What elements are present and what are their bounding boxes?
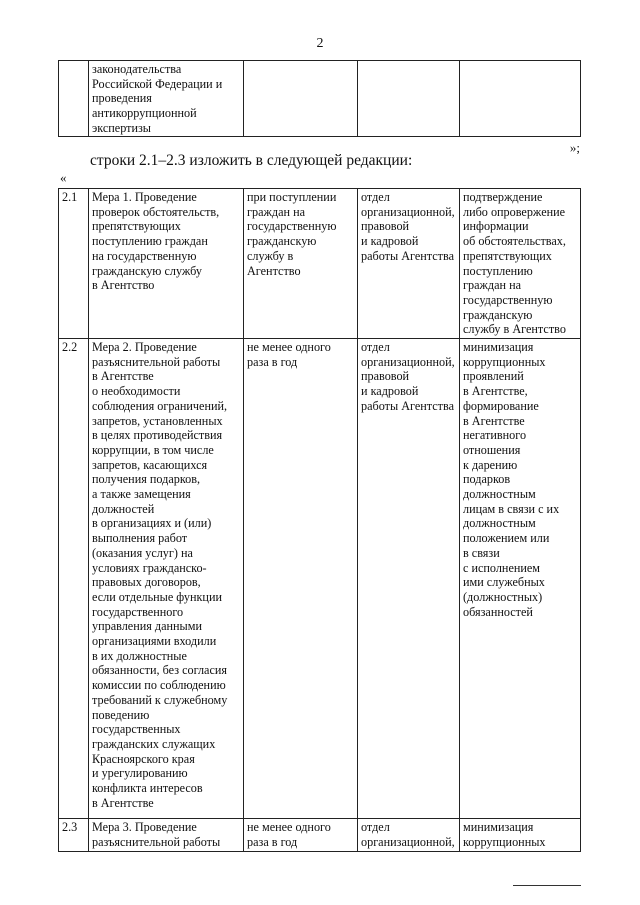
cell-text-line: коррупционных (463, 834, 546, 849)
cell-text-line: в Агентство (92, 278, 155, 293)
cell-text-line: коррупционных (463, 354, 546, 369)
cell-text-line: положением или (463, 531, 550, 546)
previous-table-fragment (58, 60, 581, 137)
measures-table (58, 188, 581, 852)
cell-text-line: в целях противодействия (92, 428, 223, 443)
cell-text-line: правовых договоров, (92, 575, 201, 590)
cell-text-line: раза в год (247, 354, 298, 369)
cell-text-line: Мера 2. Проведение (92, 340, 197, 354)
measure-cell (89, 339, 244, 819)
result-cell (460, 189, 581, 339)
table-row (59, 189, 581, 339)
cell-text-line: при поступлении (247, 190, 337, 204)
cell-text-line: граждан на (247, 204, 306, 219)
table-row (59, 819, 581, 852)
cell-text-line: организационной, (361, 204, 455, 219)
cell-text-line: (оказания услуг) на (92, 545, 193, 560)
cell-text-line: минимизация (463, 340, 534, 354)
cell-text-line: с исполнением (463, 560, 541, 575)
cell-text-line: гражданскую (247, 234, 317, 249)
cell-text-line: граждан на (463, 278, 522, 293)
cell-text-line: не менее одного (247, 820, 331, 834)
cell-text-line: в их должностные (92, 648, 187, 663)
cell-text-line: отдел (361, 820, 390, 834)
top-deadline-cell (244, 61, 358, 137)
row-number-cell: 2.1 (59, 189, 89, 339)
cell-text-line: в Агентстве (92, 795, 154, 810)
cell-text-line: работы Агентства (361, 248, 454, 263)
page-number: 2 (316, 36, 324, 51)
cell-text-line: гражданскую (463, 307, 533, 322)
cell-text-line: правовой (361, 369, 410, 384)
cell-text-line: службу в (247, 248, 294, 263)
cell-text-line: обязанностей (463, 604, 533, 619)
top-text-line: экспертизы (92, 120, 151, 135)
deadline-cell (244, 189, 358, 339)
cell-text-line: получения подарков, (92, 472, 201, 487)
cell-text-line: подарков (463, 472, 511, 487)
measure-cell (89, 189, 244, 339)
cell-text-line: ими служебных (463, 575, 545, 590)
amendment-instruction: строки 2.1–2.3 изложить в следующей редакции: (90, 152, 413, 169)
cell-text-line: коррупции, в том числе (92, 442, 214, 457)
cell-text-line: в организациях и (или) (92, 516, 212, 531)
top-text-line: законодательства (92, 62, 182, 76)
cell-text-line: обязанности, без согласия (92, 663, 227, 678)
top-text-line: антикоррупционной (92, 106, 197, 121)
top-num-cell (59, 61, 89, 137)
top-responsible-cell (358, 61, 460, 137)
cell-text-line: управления данными (92, 619, 202, 634)
cell-text-line: и урегулированию (92, 766, 188, 781)
cell-text-line: (должностных) (463, 589, 543, 604)
cell-text-line: Мера 1. Проведение (92, 190, 197, 204)
cell-text-line: соблюдения ограничений, (92, 398, 228, 413)
cell-text-line: комиссии по соблюдению (92, 678, 226, 693)
cell-text-line: организационной, (361, 834, 455, 849)
cell-text-line: требований к служебному (92, 692, 228, 707)
cell-text-line: в Агентстве, (463, 384, 528, 399)
cell-text-line: формирование (463, 398, 539, 413)
cell-text-line: выполнения работ (92, 531, 188, 546)
cell-text-line: к дарению (463, 457, 518, 472)
cell-text-line: должностным (463, 487, 536, 502)
top-measure-cell (89, 61, 244, 137)
cell-text-line: препятствующих (92, 219, 181, 234)
cell-text-line: на государственную (92, 248, 197, 263)
deadline-cell (244, 819, 358, 852)
cell-text-line: разъяснительной работы (92, 354, 221, 369)
footer-rule (513, 885, 581, 886)
cell-text-line: проверок обстоятельств, (92, 204, 220, 219)
cell-text-line: не менее одного (247, 340, 331, 354)
cell-text-line: в Агентстве (463, 413, 525, 428)
cell-text-line: Агентство (247, 263, 301, 278)
cell-text-line: государственную (463, 292, 553, 307)
cell-text-line: подтверждение (463, 190, 543, 204)
cell-text-line: а также замещения (92, 487, 191, 502)
cell-text-line: негативного (463, 428, 527, 443)
cell-text-line: организациями входили (92, 634, 217, 649)
top-result-cell (460, 61, 581, 137)
table-row (59, 339, 581, 819)
cell-text-line: поступлению (463, 263, 533, 278)
cell-text-line: запретов, установленных (92, 413, 223, 428)
cell-text-line: либо опровержение (463, 204, 566, 219)
top-text-line: проведения (92, 91, 152, 106)
cell-text-line: в связи (463, 545, 500, 560)
top-text-line: Российской Федерации и (92, 76, 223, 91)
row-number-cell: 2.2 (59, 339, 89, 819)
cell-text-line: Мера 3. Проведение (92, 820, 197, 834)
closing-quote: »; (569, 140, 580, 155)
cell-text-line: гражданскую службу (92, 263, 202, 278)
cell-text-line: работы Агентства (361, 398, 454, 413)
cell-text-line: лицам в связи с их (463, 501, 560, 516)
cell-text-line: службу в Агентство (463, 322, 566, 337)
responsible-cell (358, 819, 460, 852)
responsible-cell (358, 339, 460, 819)
cell-text-line: должностным (463, 516, 536, 531)
result-cell (460, 339, 581, 819)
cell-text-line: должностей (92, 501, 155, 516)
cell-text-line: об обстоятельствах, (463, 234, 566, 249)
cell-text-line: информации (463, 219, 529, 234)
cell-text-line: раза в год (247, 834, 298, 849)
cell-text-line: поступлению граждан (92, 234, 208, 249)
responsible-cell (358, 189, 460, 339)
cell-text-line: отдел (361, 190, 390, 204)
opening-quote: « (60, 170, 67, 185)
cell-text-line: государственных (92, 722, 181, 737)
cell-text-line: минимизация (463, 820, 534, 834)
cell-text-line: гражданских служащих (92, 736, 216, 751)
cell-text-line: в Агентстве (92, 369, 154, 384)
cell-text-line: государственного (92, 604, 184, 619)
cell-text-line: условиях гражданско- (92, 560, 207, 575)
cell-text-line: Красноярского края (92, 751, 195, 766)
cell-text-line: правовой (361, 219, 410, 234)
cell-text-line: препятствующих (463, 248, 552, 263)
cell-text-line: отдел (361, 340, 390, 354)
cell-text-line: поведению (92, 707, 150, 722)
cell-text-line: и кадровой (361, 234, 419, 249)
cell-text-line: государственную (247, 219, 337, 234)
cell-text-line: и кадровой (361, 384, 419, 399)
cell-text-line: организационной, (361, 354, 455, 369)
cell-text-line: если отдельные функции (92, 589, 222, 604)
cell-text-line: проявлений (463, 369, 524, 384)
cell-text-line: отношения (463, 442, 521, 457)
cell-text-line: запретов, касающихся (92, 457, 208, 472)
cell-text-line: о необходимости (92, 384, 181, 399)
row-number-cell: 2.3 (59, 819, 89, 852)
measure-cell (89, 819, 244, 852)
cell-text-line: разъяснительной работы (92, 834, 221, 849)
cell-text-line: конфликта интересов (92, 781, 203, 796)
deadline-cell (244, 339, 358, 819)
result-cell (460, 819, 581, 852)
